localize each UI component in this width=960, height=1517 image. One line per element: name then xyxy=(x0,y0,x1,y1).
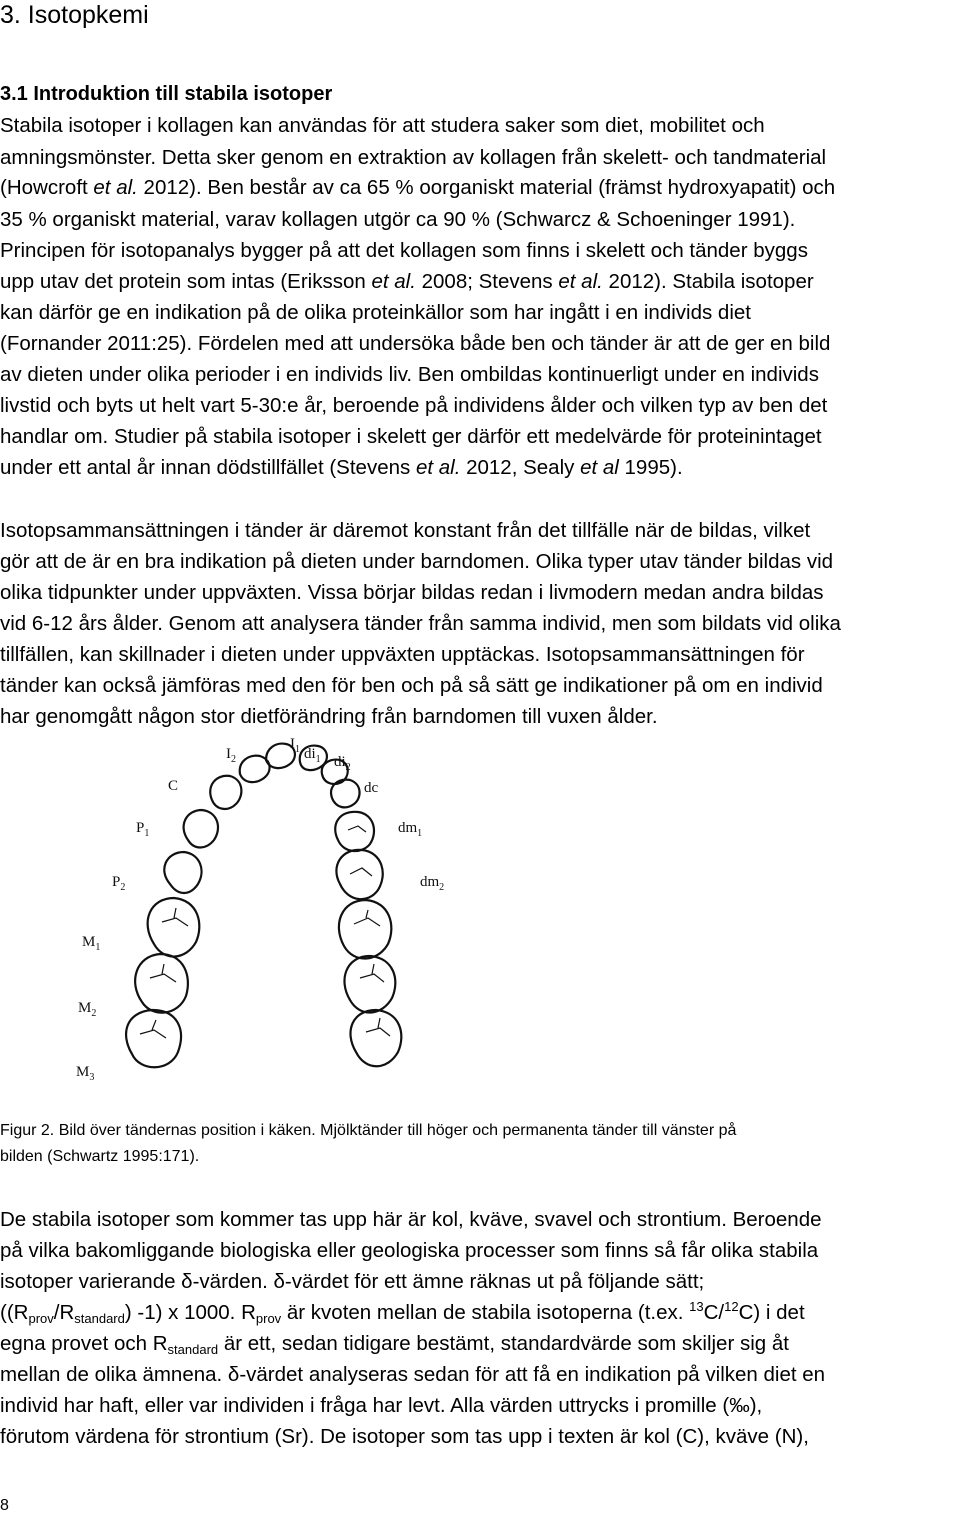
text-line: 35 % organiskt material, varav kollagen utgör ca 90 % (Schwarcz & Schoeninger 1991). xyxy=(0,208,796,231)
text-line: under ett antal år innan dödstillfället (Stevens et al. 2012, Sealy et al 1995). xyxy=(0,456,683,479)
chapter-title: 3. Isotopkemi xyxy=(0,1,149,29)
figure-caption: Figur 2. Bild över tändernas position i käken. Mjölktänder till höger och permanenta tänder till vänster på xyxy=(0,1122,737,1139)
label-m1: $M_1$ xyxy=(82,934,101,953)
label-m2: $M_2$ xyxy=(78,1000,97,1019)
text-line: amningsmönster. Detta sker genom en extraktion av kollagen från skelett- och tandmaterial xyxy=(0,146,827,169)
text-line: på vilka bakomliggande biologiska eller geologiska processer som finns så får olika stabila xyxy=(0,1239,819,1262)
label-dc: dc xyxy=(364,780,379,796)
text-line: Principen för isotopanalys bygger på att det kollagen som finns i skelett och tänder byggs xyxy=(0,239,808,262)
dental-arch-figure xyxy=(60,734,480,1099)
text-line: handlar om. Studier på stabila isotoper i skelett ger därför ett medelvärde för proteinintaget xyxy=(0,425,822,448)
text-line: gör att de är en bra indikation på dieten under barndomen. Olika typer utav tänder bildas vid xyxy=(0,550,834,573)
label-i2: $I_2$ xyxy=(226,746,236,765)
tooth-p2 xyxy=(164,852,201,893)
label-p1: $P_1$ xyxy=(136,820,150,839)
label-p2: $P_2$ xyxy=(112,874,126,893)
text-line: har genomgått någon stor dietförändring från barndomen till vuxen ålder. xyxy=(0,705,658,728)
tooth-dm2 xyxy=(336,850,382,899)
text-line: Isotopsammansättningen i tänder är däremot konstant från det tillfälle när de bildas, vilket xyxy=(0,519,811,542)
tooth-c xyxy=(210,776,241,809)
tooth-dc xyxy=(331,780,359,808)
tooth-dm1 xyxy=(335,812,374,851)
text-line: livstid och byts ut helt vart 5-30:e år, beroende på individens ålder och vilken typ av ben det xyxy=(0,394,828,417)
label-c: C xyxy=(168,778,179,794)
text-line: De stabila isotoper som kommer tas upp här är kol, kväve, svavel och strontium. Beroende xyxy=(0,1208,822,1231)
text-line: (Fornander 2011:25). Fördelen med att undersöka både ben och tänder är att de ger en bild xyxy=(0,332,831,355)
label-i1: $I_1$ xyxy=(290,736,300,755)
tooth-r2 xyxy=(344,956,395,1013)
tooth-m1 xyxy=(148,898,200,957)
section-title: 3.1 Introduktion till stabila isotoper xyxy=(0,83,333,105)
text-line: kan därför ge en indikation på de olika proteinkällor som har ingått i en individs diet xyxy=(0,301,751,324)
text-line: av dieten under olika perioder i en individs liv. Ben ombildas kontinuerligt under en individs xyxy=(0,363,819,386)
text-line: isotoper varierande δ-värden. δ-värdet för ett ämne räknas ut på följande sätt; xyxy=(0,1270,705,1293)
figure-caption: bilden (Schwartz 1995:171). xyxy=(0,1148,200,1165)
text-line: egna provet och Rstandard är ett, sedan tidigare bestämt, standardvärde som skiljer sig åt xyxy=(0,1332,789,1357)
text-line: mellan de olika ämnena. δ-värdet analyseras sedan för att få en indikation på vilken diet en xyxy=(0,1363,826,1386)
page-number: 8 xyxy=(0,1497,9,1514)
text-line: upp utav det protein som intas (Eriksson et al. 2008; Stevens et al. 2012). Stabila isotoper xyxy=(0,270,814,293)
tooth-p1 xyxy=(184,810,218,848)
text-line: olika tidpunkter under uppväxten. Vissa börjar bildas redan i livmodern medan andra bildas xyxy=(0,581,824,604)
label-di2: $di_2$ xyxy=(334,754,351,773)
tooth-r1 xyxy=(339,900,391,959)
text-line: individ har haft, eller var individen i fråga har levt. Alla värden uttrycks i promille (‰), xyxy=(0,1394,763,1417)
text-line: (Howcroft et al. 2012). Ben består av ca 65 % oorganiskt material (främst hydroxyapatit) och xyxy=(0,176,836,199)
text-line: ((Rprov/Rstandard) -1) x 1000. Rprov är kvoten mellan de stabila isotoperna (t.ex. $^{13}$C/$^{12}$C) i det xyxy=(0,1299,805,1326)
tooth-m3 xyxy=(126,1010,181,1067)
text-line: förutom värdena för strontium (Sr). De isotoper som tas upp i texten är kol (C), kväve (N), xyxy=(0,1425,809,1448)
label-m3: $M_3$ xyxy=(76,1064,95,1083)
tooth-m2 xyxy=(135,954,188,1013)
text-line: Stabila isotoper i kollagen kan användas för att studera saker som diet, mobilitet och xyxy=(0,114,765,137)
tooth-r3 xyxy=(350,1010,401,1066)
label-dm2: $dm_2$ xyxy=(420,874,445,893)
text-line: tillfällen, kan skillnader i dieten under uppväxten upptäckas. Isotopsammansättningen för xyxy=(0,643,805,666)
label-di1: $di_1$ xyxy=(304,746,321,765)
text-line: tänder kan också jämföras med den för ben och på så sätt ge indikationer på om en individ xyxy=(0,674,823,697)
label-dm1: $dm_1$ xyxy=(398,820,423,839)
text-line: vid 6-12 års ålder. Genom att analysera tänder från samma individ, men som bildats vid olika xyxy=(0,612,841,635)
